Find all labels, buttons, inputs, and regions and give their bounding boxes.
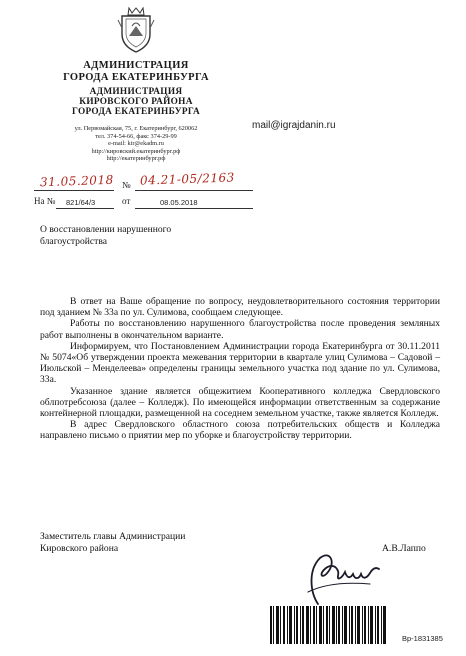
signatory-name: А.В.Лаппо bbox=[382, 543, 426, 554]
dept-title-line2: КИРОВСКОГО РАЙОНА bbox=[79, 97, 193, 107]
recipient-email: mail@igrajdanin.ru bbox=[252, 120, 336, 131]
letter-body bbox=[40, 296, 440, 442]
handwritten-signature bbox=[300, 548, 382, 608]
body-paragraph: Информируем, что Постановлением Администрации города Екатеринбурга от 30.11.2011 № 5074«Об утверждении проекта межевания территории в квартале улиц Сулимова – Садовой – Июльской – Менделеева» определены границы земельного участка под здание по ул. Сулимова, 33а. bbox=[40, 340, 440, 386]
admin-title-line2: ГОРОДА ЕКАТЕРИНБУРГА bbox=[63, 72, 209, 83]
site-link-1: http://кировский.екатеринбург.рф bbox=[91, 147, 181, 155]
number-symbol: № bbox=[122, 180, 131, 190]
body-paragraph: Указанное здание является общежитием Кооперативного колледжа Свердловского облпотребсоюза (далее – Колледж). По имеющейся информации ответственным за содержание контейнерной площадки, размещенной на соседнем земельном участке, также является Колледж. bbox=[40, 385, 440, 420]
number-underline bbox=[135, 190, 253, 191]
position-line1: Заместитель главы Администрации bbox=[40, 531, 186, 542]
position-line2: Кировского района bbox=[40, 543, 119, 554]
document-code: Вр-1831385 bbox=[402, 634, 443, 643]
subject bbox=[40, 224, 240, 247]
subject-line1: О восстановлении нарушенного bbox=[40, 224, 172, 235]
reference-number: 821/64/3 bbox=[66, 198, 96, 207]
site-link-2: http://екатеринбург.рф bbox=[106, 155, 166, 163]
ref-number-underline bbox=[56, 208, 114, 209]
address-text: ул. Первомайская, 75, г. Екатеринбург, 620062 bbox=[74, 125, 198, 132]
dept-title-line1: АДМИНИСТРАЦИЯ bbox=[89, 87, 183, 97]
admin-title-line1: АДМИНИСТРАЦИЯ bbox=[83, 60, 189, 71]
contact-email: e-mail: kir@ekadm.ru bbox=[108, 140, 164, 148]
body-paragraph: Работы по восстановлению нарушенного благоустройства после проведения земляных работ выполнены в окончательном варианте. bbox=[40, 318, 440, 341]
signatory-position bbox=[40, 531, 185, 555]
on-number-label: На № bbox=[34, 196, 56, 206]
barcode-icon bbox=[270, 606, 388, 644]
date-underline bbox=[34, 190, 114, 191]
subject-line2: благоустройства bbox=[40, 235, 108, 247]
coat-of-arms-icon bbox=[117, 6, 155, 54]
dept-title-line3: ГОРОДА ЕКАТЕРИНБУРГА bbox=[71, 107, 201, 117]
from-label: от bbox=[122, 196, 131, 206]
body-paragraph: В адрес Свердловского областного союза потребительских обществ и Колледжа направлено письмо о приятии мер по уборке и благоустройству территории. bbox=[40, 419, 440, 442]
registration-date: 31.05.2018 bbox=[39, 172, 114, 190]
contact-block bbox=[20, 125, 252, 163]
body-paragraph: В ответ на Ваше обращение по вопросу, неудовлетворительного состояния территории под зданием № 33а по ул. Сулимова, сообщаем следующее. bbox=[40, 296, 440, 319]
ref-date-underline bbox=[135, 208, 253, 209]
registration-number: 04.21-05/2163 bbox=[139, 170, 235, 188]
phone-text: тел. 374-54-66, факс 374-29-99 bbox=[95, 132, 177, 140]
reference-date: 08.05.2018 bbox=[160, 198, 198, 207]
